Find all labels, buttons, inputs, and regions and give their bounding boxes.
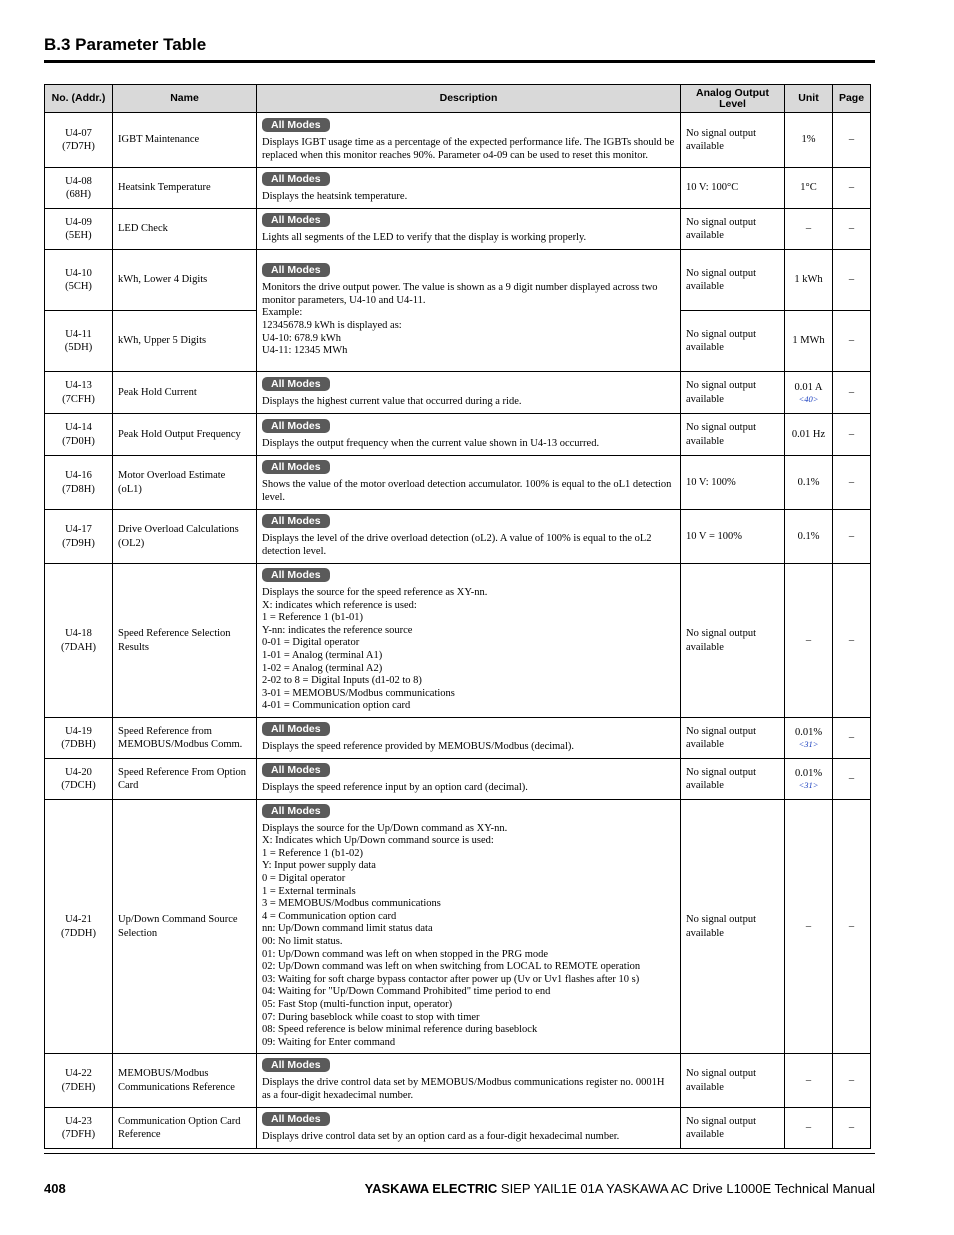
unit-value: 1% [801, 134, 816, 146]
mode-badge: All Modes [262, 118, 330, 132]
description-line: 1-02 = Analog (terminal A2) [262, 662, 383, 674]
analog-output-level: No signal output available [681, 718, 785, 759]
param-number: U4-08 [65, 175, 92, 187]
param-name: Communication Option Card Reference [113, 1108, 257, 1149]
param-description [257, 113, 681, 168]
description-line: 0-01 = Digital operator [262, 637, 360, 649]
table-header-row [45, 85, 871, 113]
unit-cell [785, 456, 833, 510]
param-description [257, 209, 681, 250]
description-line: Displays the speed reference input by an option card (decimal). [262, 782, 528, 794]
param-name: Drive Overload Calculations (OL2) [113, 510, 257, 564]
table-row [45, 1054, 871, 1108]
description-line: Displays drive control data set by an option card as a four-digit hexadecimal number. [262, 1131, 620, 1143]
param-description [257, 718, 681, 759]
param-description [257, 759, 681, 800]
section-title: B.3 Parameter Table [44, 35, 207, 54]
table-row [45, 1108, 871, 1149]
description-line: 04: Waiting for "Up/Down Command Prohibited" time period to end [262, 986, 551, 998]
table-row [45, 113, 871, 168]
header-description: Description [257, 85, 681, 113]
description-line: 00: No limit status. [262, 936, 343, 947]
footer-brand: YASKAWA ELECTRIC [364, 1181, 498, 1196]
unit-cell [785, 414, 833, 456]
description-line: 09: Waiting for Enter command [262, 1036, 396, 1048]
param-number: U4-23 [65, 1115, 92, 1127]
header-name: Name [113, 85, 257, 113]
param-number-cell [45, 209, 113, 250]
footer-rule [44, 1153, 875, 1154]
mode-badge: All Modes [262, 172, 330, 186]
mode-badge: All Modes [262, 568, 330, 582]
param-number-cell [45, 311, 113, 372]
param-address: (5DH) [64, 342, 93, 353]
unit-value: 0.1% [797, 476, 820, 488]
unit-value: – [805, 223, 812, 235]
page-ref: – [833, 250, 871, 311]
param-description [257, 510, 681, 564]
description-line: 12345678.9 kWh is displayed as: [262, 320, 402, 331]
param-name: IGBT Maintenance [113, 113, 257, 168]
header-unit: Unit [785, 85, 833, 113]
param-description [257, 1108, 681, 1149]
param-name: kWh, Lower 4 Digits [113, 250, 257, 311]
unit-cell [785, 168, 833, 209]
description-line: Displays the source for the speed reference as XY-nn. [262, 587, 488, 599]
table-row [45, 510, 871, 564]
param-number: U4-22 [65, 1068, 92, 1080]
unit-cell [785, 250, 833, 311]
param-number: U4-11 [65, 328, 92, 340]
description-line: 0 = Digital operator [262, 873, 346, 885]
param-number: U4-10 [65, 267, 92, 279]
param-number-cell [45, 372, 113, 414]
unit-value: 0.01 A [794, 381, 823, 393]
param-number-cell [45, 1054, 113, 1108]
description-line: U4-10: 678.9 kWh [262, 332, 342, 344]
unit-cell [785, 372, 833, 414]
mode-badge: All Modes [262, 460, 330, 474]
param-number-cell [45, 456, 113, 510]
unit-value: – [805, 1074, 812, 1086]
param-address: (7D9H) [62, 537, 95, 549]
description-line: 1 = Reference 1 (b1-01) [262, 612, 363, 624]
analog-output-level: No signal output available [681, 113, 785, 168]
table-row [45, 800, 871, 1054]
param-description [257, 414, 681, 456]
description-line: 03: Waiting for soft charge bypass contactor after power up (Uv or Uv1 flashes after 10 s) [262, 973, 640, 985]
mode-badge: All Modes [262, 514, 330, 528]
description-line: 07: During baseblock while coast to stop with timer [262, 1011, 480, 1023]
param-name: Up/Down Command Source Selection [113, 800, 257, 1054]
param-number: U4-14 [65, 422, 92, 434]
param-number: U4-17 [65, 524, 92, 536]
param-name: Speed Reference Selection Results [113, 564, 257, 718]
table-row [45, 250, 871, 311]
page-ref: – [833, 456, 871, 510]
description-line: Example: [262, 307, 303, 319]
param-description [257, 250, 681, 372]
param-number: U4-19 [65, 725, 92, 737]
analog-output-level: No signal output available [681, 372, 785, 414]
analog-output-level: No signal output available [681, 564, 785, 718]
param-number-cell [45, 564, 113, 718]
param-name: Heatsink Temperature [113, 168, 257, 209]
description-line: Shows the value of the motor overload detection accumulator. 100% is equal to the oL1 detection level. [262, 479, 672, 503]
param-number-cell [45, 168, 113, 209]
footer-manual-title [365, 1181, 875, 1196]
unit-cell [785, 564, 833, 718]
unit-value: 0.1% [797, 530, 820, 542]
description-line: U4-11: 12345 MWh [262, 345, 348, 357]
page-ref: – [833, 311, 871, 372]
header-analog-output: Analog Output Level [681, 85, 785, 113]
unit-footnote-ref: <40> [798, 393, 819, 404]
param-description [257, 564, 681, 718]
description-line: 4-01 = Communication option card [262, 700, 411, 712]
unit-cell [785, 1054, 833, 1108]
analog-output-level: No signal output available [681, 209, 785, 250]
parameter-table [44, 84, 871, 1149]
table-row [45, 718, 871, 759]
description-line: 3 = MEMOBUS/Modbus communications [262, 898, 441, 910]
unit-value: 1°C [800, 182, 817, 194]
unit-cell [785, 759, 833, 800]
param-description [257, 372, 681, 414]
page-ref: – [833, 414, 871, 456]
param-number-cell [45, 800, 113, 1054]
analog-output-level: No signal output available [681, 250, 785, 311]
description-line: 01: Up/Down command was left on when stopped in the PRG mode [262, 948, 549, 960]
param-name: Speed Reference from MEMOBUS/Modbus Comm. [113, 718, 257, 759]
mode-badge: All Modes [262, 1058, 330, 1072]
param-number-cell [45, 1108, 113, 1149]
param-address: (7DAH) [61, 641, 96, 653]
page-ref: – [833, 113, 871, 168]
description-line: 4 = Communication option card [262, 910, 397, 922]
param-number-cell [45, 718, 113, 759]
param-description [257, 168, 681, 209]
param-description [257, 1054, 681, 1108]
analog-output-level: No signal output available [681, 800, 785, 1054]
description-line: Displays the speed reference provided by MEMOBUS/Modbus (decimal). [262, 741, 575, 753]
param-name: MEMOBUS/Modbus Communications Reference [113, 1054, 257, 1108]
analog-output-level: 10 V: 100°C [681, 168, 785, 209]
mode-badge: All Modes [262, 377, 330, 391]
footer-manual: SIEP YAIL1E 01A YASKAWA AC Drive L1000E Technical Manual [497, 1181, 875, 1196]
unit-value: 1 MWh [792, 335, 825, 347]
page-ref: – [833, 209, 871, 250]
description-line: 05: Fast Stop (multi-function input, operator) [262, 998, 453, 1010]
param-name: Peak Hold Current [113, 372, 257, 414]
description-line: 02: Up/Down command was left on when switching from LOCAL to REMOTE operation [262, 961, 641, 973]
description-line: 08: Speed reference is below minimal reference during baseblock [262, 1024, 538, 1036]
page-ref: – [833, 800, 871, 1054]
description-line: Displays the source for the Up/Down command as XY-nn. [262, 822, 508, 834]
description-line: Y: Input power supply data [262, 860, 376, 872]
page-number: 408 [44, 1181, 66, 1196]
analog-output-level: No signal output available [681, 1108, 785, 1149]
param-address: (7D0H) [62, 435, 95, 447]
mode-badge: All Modes [262, 722, 330, 736]
param-name: kWh, Upper 5 Digits [113, 311, 257, 372]
table-row [45, 456, 871, 510]
param-number: U4-16 [65, 470, 92, 482]
param-number: U4-21 [65, 914, 92, 926]
param-number: U4-20 [65, 766, 92, 778]
table-row [45, 168, 871, 209]
description-line: 1 = Reference 1 (b1-02) [262, 847, 363, 859]
description-line: 1-01 = Analog (terminal A1) [262, 650, 383, 661]
param-number-cell [45, 250, 113, 311]
description-line: Displays the highest current value that occurred during a ride. [262, 395, 522, 407]
param-number: U4-09 [65, 216, 92, 228]
table-row [45, 759, 871, 800]
description-line: 3-01 = MEMOBUS/Modbus communications [262, 687, 455, 699]
unit-cell [785, 718, 833, 759]
page-ref: – [833, 718, 871, 759]
param-number: U4-07 [65, 127, 92, 139]
param-name: Motor Overload Estimate (oL1) [113, 456, 257, 510]
param-address: (7DCH) [61, 780, 96, 791]
page-ref: – [833, 759, 871, 800]
table-body [45, 113, 871, 1149]
param-number: U4-18 [65, 628, 92, 640]
param-address: (7D7H) [62, 141, 95, 152]
param-number-cell [45, 759, 113, 800]
unit-cell [785, 311, 833, 372]
table-row [45, 414, 871, 456]
description-line: Displays the output frequency when the current value shown in U4-13 occurred. [262, 437, 600, 449]
unit-footnote-ref: <31> [798, 739, 819, 750]
table-row [45, 372, 871, 414]
unit-value: – [805, 920, 812, 932]
mode-badge: All Modes [262, 213, 330, 227]
table-row [45, 564, 871, 718]
param-name: LED Check [113, 209, 257, 250]
unit-value: 0.01% [794, 727, 823, 739]
mode-badge: All Modes [262, 419, 330, 433]
description-line: Displays the drive control data set by MEMOBUS/Modbus communications register no. 0001H as a four-digit hexadecimal number. [262, 1077, 665, 1101]
header-no: No. (Addr.) [45, 85, 113, 113]
unit-value: 1 kWh [794, 274, 823, 286]
description-line: Displays the heatsink temperature. [262, 191, 408, 203]
analog-output-level: No signal output available [681, 759, 785, 800]
unit-value: – [805, 634, 812, 646]
param-name: Peak Hold Output Frequency [113, 414, 257, 456]
param-address: (7DBH) [61, 739, 96, 750]
analog-output-level: 10 V = 100% [681, 510, 785, 564]
description-line: 2-02 to 8 = Digital Inputs (d1-02 to 8) [262, 675, 422, 687]
page-ref: – [833, 564, 871, 718]
analog-output-level: 10 V: 100% [681, 456, 785, 510]
param-address: (68H) [65, 189, 92, 200]
mode-badge: All Modes [262, 763, 330, 777]
param-number-cell [45, 510, 113, 564]
description-line: 1 = External terminals [262, 885, 356, 897]
param-number-cell [45, 113, 113, 168]
param-address: (7DDH) [61, 927, 96, 939]
unit-cell [785, 510, 833, 564]
page-ref: – [833, 372, 871, 414]
header-page: Page [833, 85, 871, 113]
description-line: Y-nn: indicates the reference source [262, 624, 413, 636]
param-address: (5CH) [65, 281, 92, 292]
analog-output-level: No signal output available [681, 1054, 785, 1108]
param-number: U4-13 [65, 380, 92, 392]
description-line: Monitors the drive output power. The value is shown as a 9 digit number displayed across two monitor parameters, U4-10 and U4-11. [262, 282, 658, 306]
unit-cell [785, 800, 833, 1054]
param-name: Speed Reference From Option Card [113, 759, 257, 800]
unit-cell [785, 1108, 833, 1149]
description-line: nn: Up/Down command limit status data [262, 923, 433, 935]
page-ref: – [833, 168, 871, 209]
param-address: (7DFH) [61, 1129, 96, 1140]
description-line: X: indicates which reference is used: [262, 599, 417, 611]
description-line: Displays IGBT usage time as a percentage of the expected performance life. The IGBTs should be replaced when this monitor reaches 90%. Parameter o4-09 can be used to reset this monitor. [262, 136, 675, 161]
analog-output-level: No signal output available [681, 311, 785, 372]
description-line: Lights all segments of the LED to verify that the display is working properly. [262, 232, 587, 244]
unit-value: 0.01% [794, 768, 823, 780]
unit-cell [785, 113, 833, 168]
page-ref: – [833, 510, 871, 564]
unit-footnote-ref: <31> [798, 780, 819, 791]
param-address: (7DEH) [61, 1081, 96, 1093]
unit-cell [785, 209, 833, 250]
table-row [45, 209, 871, 250]
mode-badge: All Modes [262, 804, 330, 818]
param-description [257, 800, 681, 1054]
mode-badge: All Modes [262, 263, 330, 277]
unit-value: – [805, 1122, 812, 1134]
mode-badge: All Modes [262, 1112, 330, 1126]
page-ref: – [833, 1054, 871, 1108]
param-address: (7CFH) [62, 393, 95, 405]
analog-output-level: No signal output available [681, 414, 785, 456]
param-number-cell [45, 414, 113, 456]
page-ref: – [833, 1108, 871, 1149]
param-description [257, 456, 681, 510]
description-line: X: Indicates which Up/Down command source is used: [262, 835, 494, 847]
unit-value: 0.01 Hz [791, 428, 826, 440]
description-line: Displays the level of the drive overload detection (oL2). A value of 100% is equal to the oL2 detection level. [262, 533, 652, 557]
title-rule [44, 60, 875, 63]
param-address: (5EH) [65, 230, 92, 241]
param-address: (7D8H) [62, 483, 95, 495]
